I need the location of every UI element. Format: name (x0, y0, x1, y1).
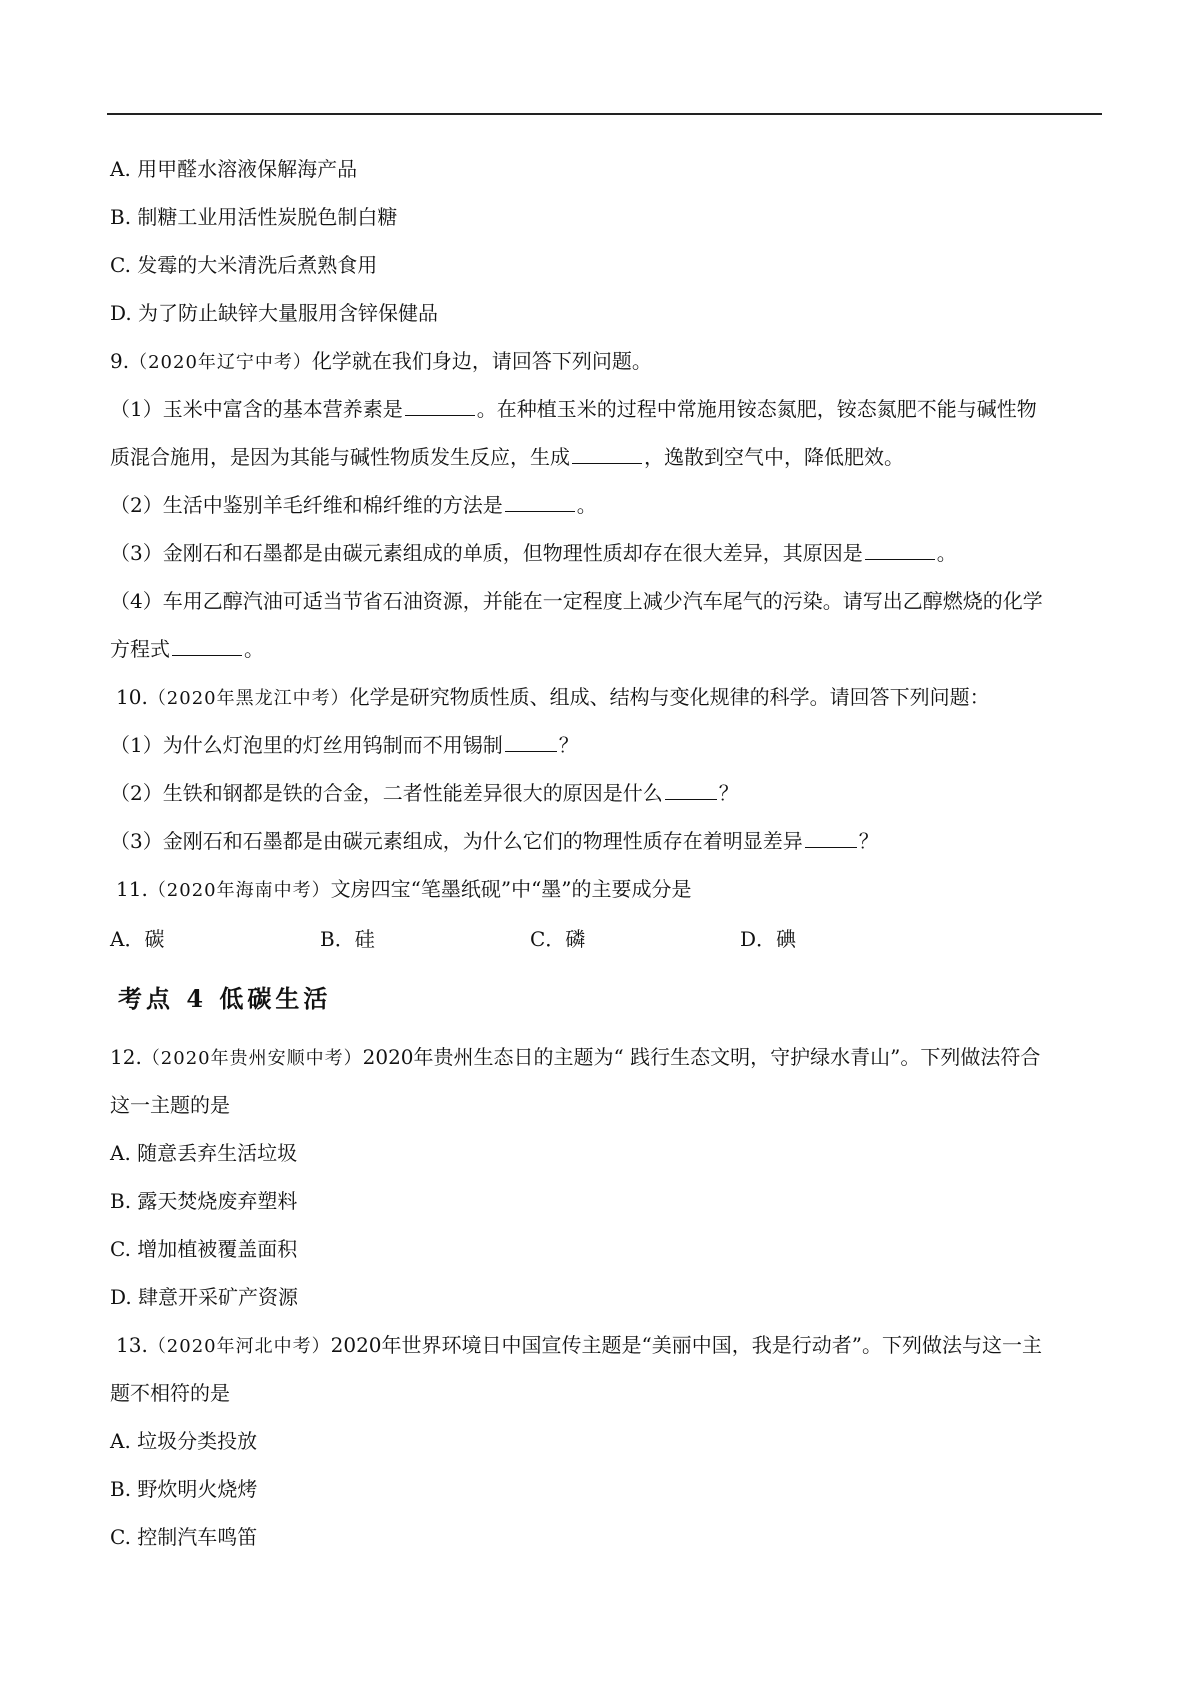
q13-source: （2020年河北中考） (147, 1336, 331, 1357)
q10-part3 (110, 827, 879, 855)
q10-part3-end: ？ (858, 829, 879, 853)
answer-blank (172, 637, 242, 656)
answer-blank (805, 829, 857, 848)
q9-part1-text-a: （1）玉米中富含的基本营养素是 (110, 397, 403, 421)
q11-number: 11. (116, 877, 148, 901)
q11-stem: 文房四宝“笔墨纸砚”中“墨”的主要成分是 (330, 877, 692, 901)
q8-option-a: A. 用甲醛水溶液保解海产品 (110, 157, 358, 181)
q11-source: （2020年海南中考） (147, 880, 331, 901)
q9-part4-text: 方程式 (110, 637, 170, 661)
q12-number: 12. (110, 1045, 142, 1069)
q10-part3-text: （3）金刚石和石墨都是由碳元素组成，为什么它们的物理性质存在着明显差异 (110, 829, 803, 853)
answer-blank (865, 541, 935, 560)
q9-number: 9. (110, 349, 130, 373)
q13-number: 13. (116, 1333, 148, 1357)
q10-number: 10. (116, 685, 148, 709)
q10-part2-end: ？ (718, 781, 739, 805)
q9-part4-line2 (110, 635, 264, 663)
q10-part1-end: ？ (558, 733, 579, 757)
q12-source: （2020年贵州安顺中考） (141, 1048, 363, 1069)
q10-part2-text: （2）生铁和钢都是铁的合金，二者性能差异很大的原因是什么 (110, 781, 663, 805)
q10-source: （2020年黑龙江中考） (147, 688, 350, 709)
q11-option-a: A．碳 (110, 927, 165, 951)
q12-stem-line2: 这一主题的是 (110, 1093, 230, 1117)
q9-part3 (110, 539, 957, 567)
q9-part2 (110, 491, 597, 519)
q13-stem-line1 (116, 1331, 1042, 1361)
answer-blank (505, 733, 557, 752)
q11-stem-line (116, 875, 692, 905)
q12-stem: 2020年贵州生态日的主题为“ 践行生态文明，守护绿水青山”。下列做法符合 (362, 1045, 1041, 1069)
q13-stem: 2020年世界环境日中国宣传主题是“美丽中国，我是行动者”。下列做法与这一主 (330, 1333, 1042, 1357)
q10-part2 (110, 779, 739, 807)
q11-option-d: D．碘 (740, 927, 797, 951)
answer-blank (572, 445, 642, 464)
q9-source: （2020年辽宁中考） (129, 352, 312, 373)
q8-option-c: C. 发霉的大米清洗后煮熟食用 (110, 253, 378, 277)
q10-part1 (110, 731, 579, 759)
q13-option-a: A. 垃圾分类投放 (110, 1429, 258, 1453)
q11-option-b: B．硅 (320, 927, 375, 951)
q11-option-c: C．磷 (530, 927, 586, 951)
q10-part1-text: （1）为什么灯泡里的灯丝用钨制而不用锡制 (110, 733, 503, 757)
section-heading: 考点 4 低碳生活 (118, 984, 332, 1013)
q9-part3-text: （3）金刚石和石墨都是由碳元素组成的单质，但物理性质却存在很大差异，其原因是 (110, 541, 863, 565)
q8-option-b: B. 制糖工业用活性炭脱色制白糖 (110, 205, 398, 229)
q9-stem: 化学就在我们身边，请回答下列问题。 (311, 349, 652, 373)
q13-option-b: B. 野炊明火烧烤 (110, 1477, 258, 1501)
q9-stem-line (110, 347, 652, 377)
header-rule (107, 113, 1102, 115)
q9-part2-end: 。 (576, 493, 597, 517)
q9-part2-text: （2）生活中鉴别羊毛纤维和棉纤维的方法是 (110, 493, 503, 517)
q9-part1-line1 (110, 395, 1037, 423)
q9-part3-end: 。 (936, 541, 957, 565)
q9-part4-end: 。 (244, 637, 264, 661)
q12-option-b: B. 露天焚烧废弃塑料 (110, 1189, 298, 1213)
q9-part1-text-b: 。在种植玉米的过程中常施用铵态氮肥，铵态氮肥不能与碱性物 (476, 397, 1037, 421)
q9-part1-text-c: 质混合施用，是因为其能与碱性物质发生反应，生成 (110, 445, 570, 469)
q9-part1-text-d: ，逸散到空气中，降低肥效。 (644, 445, 904, 469)
q9-part1-line2 (110, 443, 904, 471)
q8-option-d: D. 为了防止缺锌大量服用含锌保健品 (110, 301, 439, 325)
q12-stem-line1 (110, 1043, 1040, 1073)
q13-option-c: C. 控制汽车鸣笛 (110, 1525, 258, 1549)
q12-option-c: C. 增加植被覆盖面积 (110, 1237, 298, 1261)
q10-stem-line (116, 683, 990, 713)
q10-stem: 化学是研究物质性质、组成、结构与变化规律的科学。请回答下列问题： (349, 685, 990, 709)
answer-blank (405, 397, 475, 416)
q12-option-d: D. 肆意开采矿产资源 (110, 1285, 299, 1309)
answer-blank (505, 493, 575, 512)
answer-blank (665, 781, 717, 800)
q13-stem-line2: 题不相符的是 (110, 1381, 230, 1405)
q9-part4-line1: （4）车用乙醇汽油可适当节省石油资源，并能在一定程度上减少汽车尾气的污染。请写出乙醇燃烧的化学 (110, 589, 1043, 613)
q12-option-a: A. 随意丢弃生活垃圾 (110, 1141, 298, 1165)
